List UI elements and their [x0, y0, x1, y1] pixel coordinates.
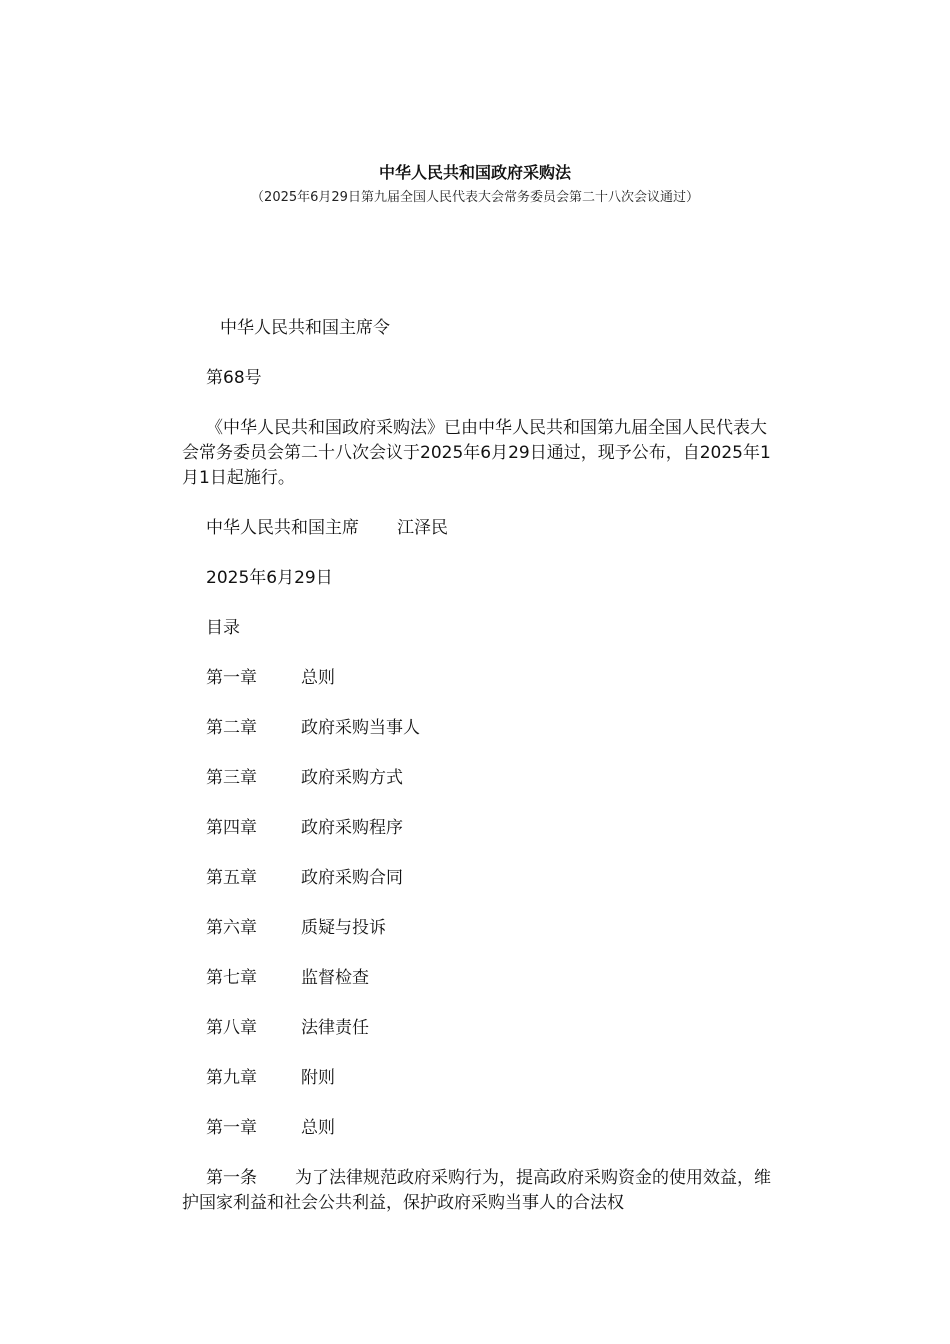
- toc-chapter-number: 第八章: [206, 1018, 257, 1038]
- toc-chapter-title: 政府采购当事人: [301, 718, 420, 738]
- decree-number: 第68号: [206, 368, 262, 388]
- toc-chapter-title: 法律责任: [301, 1018, 369, 1038]
- toc-heading: 目录: [206, 618, 240, 638]
- toc-chapter-title: 政府采购方式: [301, 768, 403, 788]
- toc-chapter-number: 第四章: [206, 818, 257, 838]
- toc-chapter-number: 第一章: [206, 668, 257, 688]
- toc-chapter-title: 总则: [301, 668, 335, 688]
- chapter-number: 第一章: [206, 1118, 257, 1138]
- toc-chapter-title: 附则: [301, 1068, 335, 1088]
- article-label: 第一条: [206, 1168, 257, 1188]
- toc-item: [182, 866, 796, 891]
- toc-item: [182, 1066, 796, 1091]
- toc-chapter-number: 第二章: [206, 718, 257, 738]
- toc-item: [182, 666, 796, 691]
- promulgation-paragraph: 《中华人民共和国政府采购法》已由中华人民共和国第九届全国人民代表大会常务委员会第二十八次会议于2025年6月29日通过，现予公布，自2025年1月1日起施行。: [182, 418, 771, 488]
- toc-item: [182, 916, 796, 941]
- toc-chapter-number: 第七章: [206, 968, 257, 988]
- article-paragraph: [182, 1166, 772, 1216]
- signatory-title: 中华人民共和国主席: [206, 518, 359, 538]
- chapter-heading: [182, 1116, 796, 1141]
- document-title: 中华人民共和国政府采购法: [378, 163, 571, 182]
- signing-date: 2025年6月29日: [206, 568, 333, 588]
- toc-chapter-number: 第六章: [206, 918, 257, 938]
- toc-item: [182, 816, 796, 841]
- document-subtitle: （2025年6月29日第九届全国人民代表大会常务委员会第二十八次会议通过）: [251, 190, 699, 205]
- toc-chapter-number: 第五章: [206, 868, 257, 888]
- toc-chapter-number: 第九章: [206, 1068, 257, 1088]
- toc-chapter-number: 第三章: [206, 768, 257, 788]
- toc-item: [182, 716, 796, 741]
- toc-chapter-title: 政府采购程序: [301, 818, 403, 838]
- toc-chapter-title: 政府采购合同: [301, 868, 403, 888]
- toc-item: [182, 966, 796, 991]
- toc-chapter-title: 质疑与投诉: [301, 918, 386, 938]
- article-text: 为了法律规范政府采购行为，提高政府采购资金的使用效益，维护国家利益和社会公共利益，保护政府采购当事人的合法权: [182, 1168, 771, 1213]
- toc-chapter-title: 监督检查: [301, 968, 369, 988]
- chapter-title: 总则: [301, 1118, 335, 1138]
- toc-item: [182, 1016, 796, 1041]
- signatory-name: 江泽民: [397, 518, 448, 538]
- decree-heading: 中华人民共和国主席令: [220, 318, 390, 338]
- signatory-line: [182, 516, 796, 541]
- toc-item: [182, 766, 796, 791]
